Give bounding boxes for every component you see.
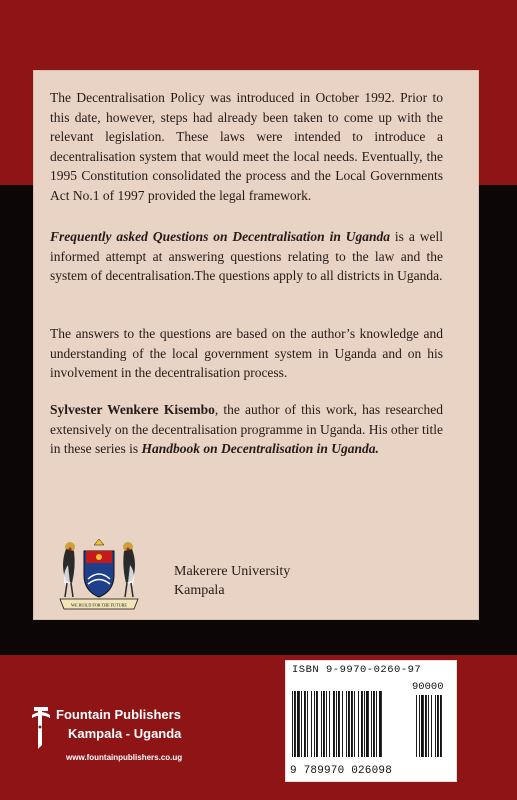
barcode-bar <box>294 691 296 757</box>
barcode-bar <box>326 691 327 757</box>
barcode-bar <box>336 691 337 757</box>
barcode-bar <box>351 691 353 757</box>
university-name: Makerere University <box>174 564 291 579</box>
book-title: Frequently asked Questions on Decentralisation in Uganda <box>50 229 391 244</box>
addon-bar <box>425 695 427 757</box>
addon-bar <box>431 695 432 757</box>
barcode-bar <box>314 691 315 757</box>
blurb-paragraph-4-text: , the author of this work, has researched extensively on the decentralisation programme in Uganda. His other title in these series is <box>50 402 443 456</box>
motto-ribbon <box>60 599 138 609</box>
blurb-paragraph-2-text: is a well informed attempt at answering questions relating to the law and the system of decentralisation.The questions apply to all districts in Uganda. <box>50 229 443 283</box>
barcode-bar <box>338 691 340 757</box>
barcode-bar <box>301 691 302 757</box>
blurb-paragraph-3: The answers to the questions are based on the author’s knowledge and understanding of the local government system in Uganda and on his involvement in the decentralisation process. <box>50 326 443 380</box>
addon-bar <box>435 695 436 757</box>
barcode-bar <box>376 691 377 757</box>
addon-bar <box>416 695 417 757</box>
barcode-addon-digits: 90000 <box>412 681 444 693</box>
blurb-paragraph-2 <box>50 227 443 286</box>
barcode-bar <box>371 691 372 757</box>
isbn-label: ISBN 9-9970-0260-97 <box>292 664 422 676</box>
blurb-paragraph-1: The Decentralisation Policy was introduced in October 1992. Prior to this date, however, steps had already been taken to come up with the relevant legislation. These laws were intended to introduce a decentralisation system that would meet the local needs. Eventually, the 1995 Constitution consolidated the process and the Local Governments Act No.1 of 1997 provided the legal framework. <box>50 90 443 203</box>
barcode-bar <box>311 691 312 757</box>
barcode-bar <box>323 691 325 757</box>
barcode-bar <box>364 691 365 757</box>
barcode-bar <box>307 691 308 757</box>
addon-bar <box>428 695 429 757</box>
barcode-bar <box>354 691 355 757</box>
barcode-bar <box>361 691 363 757</box>
barcode-bars <box>288 691 456 761</box>
barcode-bar <box>297 691 300 757</box>
barcode-bar <box>358 691 359 757</box>
barcode-bar <box>346 691 347 757</box>
publisher-name: Fountain Publishers <box>56 707 181 722</box>
barcode-bar <box>333 691 335 757</box>
addon-bar <box>419 695 420 757</box>
blurb-paragraph-4 <box>50 400 443 459</box>
publisher-imprint <box>30 705 270 775</box>
ean-digits: 9 789970 026098 <box>290 765 393 777</box>
left-crane-icon <box>63 542 75 597</box>
fountain-pen-logo-icon <box>30 705 52 749</box>
isbn-barcode <box>285 660 457 782</box>
makerere-crest-icon <box>56 537 142 613</box>
barcode-bar <box>304 691 306 757</box>
publisher-location: Kampala - Uganda <box>68 726 182 741</box>
addon-bar <box>440 695 442 757</box>
crest-motto: WE BUILD FOR THE FUTURE <box>71 602 127 608</box>
addon-bar <box>437 695 439 757</box>
barcode-bar <box>316 691 318 757</box>
shield-icon <box>84 539 114 597</box>
barcode-bar <box>373 691 375 757</box>
addon-bar <box>421 695 424 757</box>
barcode-bar <box>329 691 330 757</box>
author-name: Sylvester Wenkere Kisembo <box>50 402 215 417</box>
barcode-bar <box>292 691 293 757</box>
other-title: Handbook on Decentralisation in Uganda. <box>141 441 379 456</box>
university-label <box>174 562 290 600</box>
barcode-bar <box>342 691 343 757</box>
publisher-url: www.fountainpublishers.co.ug <box>66 753 183 762</box>
university-city: Kampala <box>174 583 225 598</box>
barcode-bar <box>348 691 350 757</box>
barcode-bar <box>321 691 322 757</box>
barcode-bar <box>366 691 369 757</box>
barcode-bar <box>379 691 382 757</box>
right-crane-icon <box>123 542 135 597</box>
